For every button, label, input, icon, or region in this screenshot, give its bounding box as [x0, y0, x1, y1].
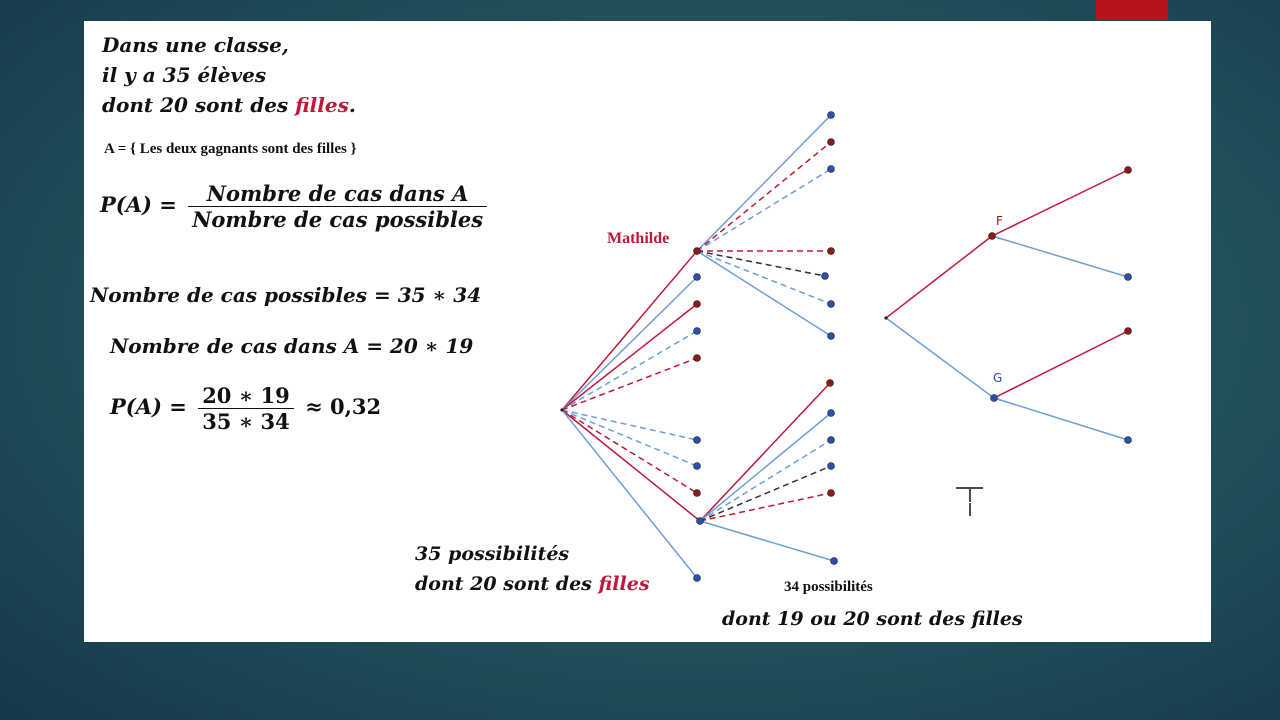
- small-tree-branch: [994, 331, 1128, 398]
- root-branch: [562, 410, 697, 493]
- node-boy: [828, 333, 835, 340]
- small-tree-branch: [992, 170, 1128, 236]
- node-girl: [1125, 167, 1132, 174]
- small-tree-branch: [992, 236, 1128, 277]
- slide: [84, 21, 1211, 642]
- crosshair-cursor-icon: [956, 488, 983, 516]
- cases-in-a: Nombre de cas dans A = 20 ∗ 19: [110, 334, 474, 358]
- node-boy: [828, 301, 835, 308]
- small-tree-branch: [886, 236, 992, 318]
- node-boy: [831, 558, 838, 565]
- problem-line-3-prefix: dont 20 sont des: [102, 93, 296, 117]
- formula-lhs: P(A) =: [100, 192, 177, 217]
- second-level-count: 34 possibilités: [784, 579, 873, 595]
- node-girl: [694, 248, 701, 255]
- small-tree-branch: [886, 318, 994, 398]
- first-level-note-prefix: dont 20 sont des: [415, 573, 599, 595]
- problem-line-1: Dans une classe,: [102, 33, 289, 57]
- node: [884, 316, 887, 319]
- problem-line-2: il y a 35 élèves: [102, 63, 267, 87]
- result-approx: ≈ 0,32: [305, 394, 382, 419]
- node-girl: [694, 355, 701, 362]
- node-girl: [694, 301, 701, 308]
- second-level-note: dont 19 ou 20 sont des filles: [722, 608, 1023, 630]
- lower-branch: [700, 466, 831, 521]
- root-branch: [562, 410, 697, 466]
- node-girl: [828, 248, 835, 255]
- tree-diagram: [84, 21, 1211, 642]
- main-tree-edges: [562, 115, 834, 578]
- node-boy: [694, 274, 701, 281]
- mathilde-branch: [697, 251, 831, 304]
- lower-branch: [700, 413, 831, 521]
- small-tree: [884, 167, 1131, 444]
- root-branch: [562, 410, 697, 578]
- node-girl: [694, 490, 701, 497]
- node-boy: [828, 410, 835, 417]
- possible-cases: Nombre de cas possibles = 35 ∗ 34: [90, 283, 482, 307]
- formula-numerator: Nombre de cas dans A: [188, 181, 487, 207]
- node: [560, 408, 563, 411]
- node-boy: [694, 575, 701, 582]
- node-boy: [991, 395, 998, 402]
- root-branch: [562, 251, 697, 410]
- node-boy: [828, 463, 835, 470]
- result-numerator: 20 ∗ 19: [198, 383, 294, 409]
- accent-tab: [1096, 0, 1168, 20]
- root-branch: [562, 410, 700, 521]
- mathilde-branch: [697, 169, 831, 251]
- result-denominator: 35 ∗ 34: [202, 409, 290, 434]
- node-girl: [827, 380, 834, 387]
- result-lhs: P(A) =: [110, 394, 187, 419]
- formula-denominator: Nombre de cas possibles: [192, 207, 484, 232]
- label-f: F: [996, 214, 1003, 228]
- first-level-highlight: filles: [598, 573, 650, 595]
- node-boy: [828, 437, 835, 444]
- node-girl: [1125, 328, 1132, 335]
- lower-branch: [700, 493, 831, 521]
- node-boy: [828, 166, 835, 173]
- node-boy: [828, 112, 835, 119]
- problem-line-3-suffix: .: [348, 93, 356, 117]
- node-girl: [828, 490, 835, 497]
- node-boy: [694, 437, 701, 444]
- node-boy: [697, 518, 704, 525]
- node-boy: [694, 463, 701, 470]
- node-boy: [694, 328, 701, 335]
- small-tree-branch: [994, 398, 1128, 440]
- label-g: G: [993, 371, 1003, 385]
- mathilde-branch: [697, 115, 831, 251]
- first-level-count: 35 possibilités: [415, 543, 570, 565]
- node-boy: [822, 273, 829, 280]
- node-boy: [1125, 274, 1132, 281]
- event-definition: A = { Les deux gagnants sont des filles }: [104, 141, 357, 157]
- root-branch: [562, 304, 697, 410]
- mathilde-branch: [697, 142, 831, 251]
- lower-branch: [700, 521, 834, 561]
- main-tree-nodes: [560, 112, 837, 582]
- node-girl: [828, 139, 835, 146]
- root-branch: [562, 358, 697, 410]
- node-girl: [989, 233, 996, 240]
- mathilde-branch: [697, 251, 831, 336]
- node-boy: [1125, 437, 1132, 444]
- highlight-filles: filles: [295, 93, 349, 117]
- mathilde-label: Mathilde: [607, 230, 670, 247]
